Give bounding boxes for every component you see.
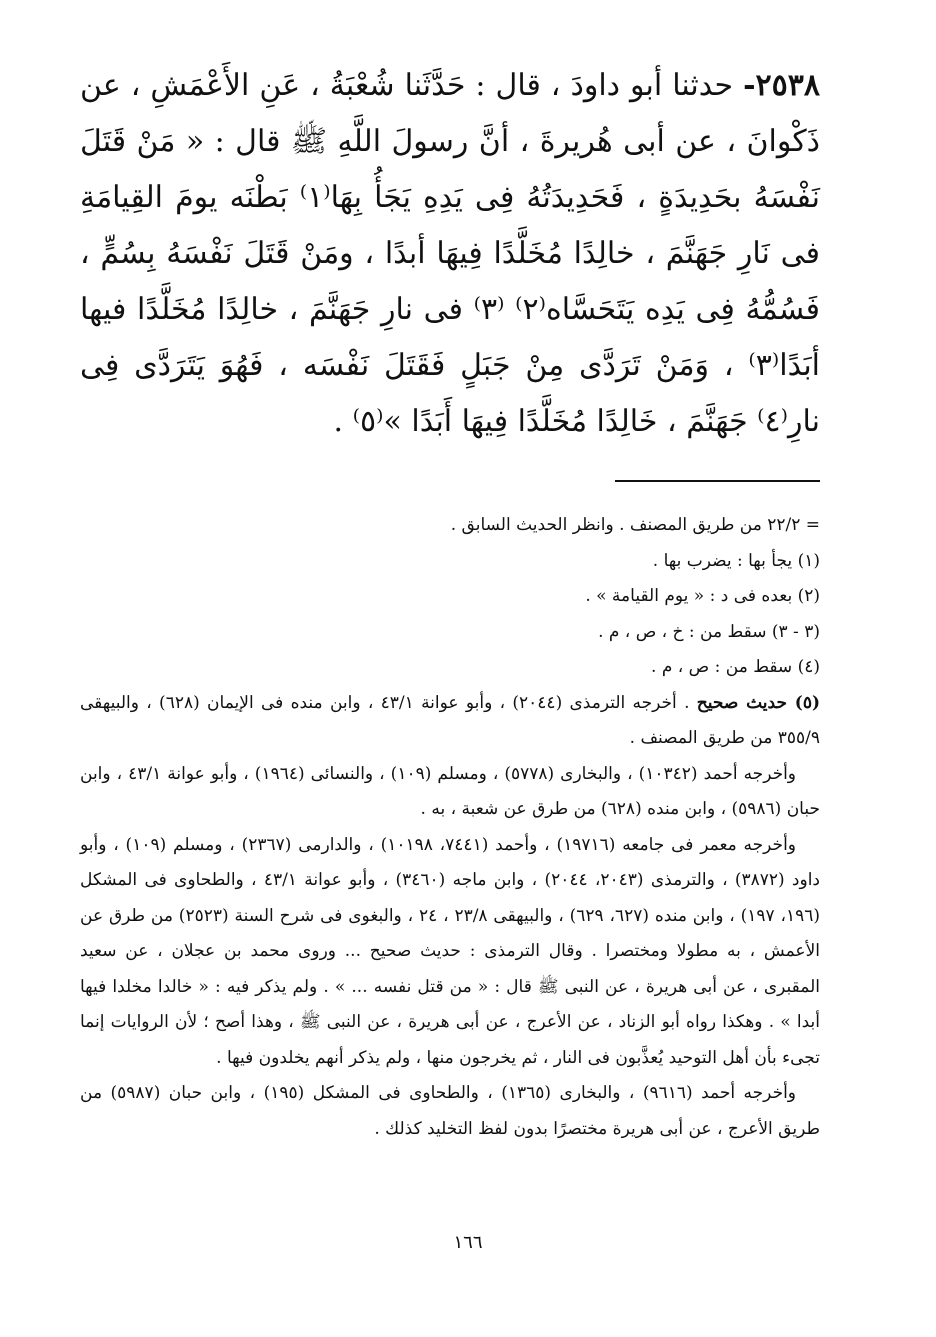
footnote-4: (٤) سقط من : ص ، م . <box>651 657 820 677</box>
footnote-divider <box>615 480 820 482</box>
hadith-line-2: ذَكْوانَ ، عن أبى هُريرةَ ، أنَّ رسولَ اللَّهِ ﷺ قال : « مَنْ قَتَلَ نَفْسَهُ <box>80 124 820 215</box>
hadith-line-1: حدثنا أبو داودَ ، قال : حَدَّثَنا شُعْبَةُ ، عَنِ الأَعْمَشِ ، عن <box>80 68 734 103</box>
page-body <box>80 58 820 1147</box>
footnote-1: (١) يجأ بها : يضرب بها . <box>652 550 820 571</box>
footnote-paragraph-2: وأخرجه معمر فى جامعه (١٩٧١٦) ، وأحمد (٧٤٤١، ١٠١٩٨) ، والدارمى (٢٣٦٧) ، ومسلم (١٠٩) ، وأبو داود (٣٨٧٢) ، والترمذى (٢٠٤٣، ٢٠٤٤) ، وابن ماجه (٣٤٦٠) ، وأبو عوانة ٤٣/١ ، والطحاوى فى المشكل (١٩٦، ١٩٧) ، وابن منده (٦٢٧، ٦٢٩) ، والبيهقى ٢٣/٨ ، ٢٤ ، والبغوى فى شرح السنة (٢٥٢٣) من طرق عن الأعمش ، به مطولا ومختصرا . وقال الترمذى : حديث صحيح ... وروى محمد بن عجلان ، عن سعيد المقبرى ، عن أبى هريرة ، عن النبى ﷺ قال : « من قتل نفسه ... » . ولم يذكر فيه : « خالدا مخلدا فيها أبدا » . وهكذا رواه أبو الزناد ، عن الأعرج ، عن أبى هريرة ، عن النبى ﷺ ، وهذا أصح ؛ لأن الروايات إنما تجىء بأن أهل التوحيد يُعذَّبون فى النار ، ثم يخرجون منها ، ولم يذكر أنهم يخلدون فيها . <box>80 834 821 1068</box>
footnote-5-text: . أخرجه الترمذى (٢٠٤٤) ، وأبو عوانة ٤٣/١ ، وابن منده فى الإيمان (٦٢٨) ، والبيهقى ٣٥٥/٩ من طريق المصنف . <box>80 692 820 748</box>
footnote-paragraph-1: وأخرجه أحمد (١٠٣٤٢) ، والبخارى (٥٧٧٨) ، ومسلم (١٠٩) ، والنسائى (١٩٦٤) ، وأبو عوانة ٤٣/١ ، وابن حبان (٥٩٨٦) ، وابن منده (٦٢٨) من طرق عن شعبة ، به . <box>80 763 820 819</box>
hadith-text <box>80 58 820 450</box>
footnote-paragraph-3: وأخرجه أحمد (٩٦١٦) ، والبخارى (١٣٦٥) ، والطحاوى فى المشكل (١٩٥) ، وابن حبان (٥٩٨٧) من طريق الأعرج ، عن أبى هريرة مختصرًا بدون لفظ التخليد كذلك . <box>80 1083 820 1139</box>
footnote-2: (٢) بعده فى د : « يوم القيامة » . <box>585 586 820 606</box>
footnote-5 <box>80 686 820 757</box>
hadith-line-3: بحَدِيدَةٍ ، فَحَدِيدَتُهُ فِى يَدِهِ يَجَأُ بِهَا⁽١⁾ بَطْنَه يومَ القِيامَةِ فى نَارِ جَهَنَّمَ ، <box>80 180 820 271</box>
hadith-line-4: خالِدًا مُخَلَّدًا فِيهَا أبدًا ، ومَنْ قَتَلَ نَفْسَهُ بِسُمٍّ ، فَسُمُّهُ فِى يَدِه يَتَحَسَّاه⁽٢⁾ <box>80 236 820 327</box>
hadith-line-6: نَفْسَه ، فَهُوَ يَتَرَدَّى فِى نارِ⁽٤⁾ جَهَنَّمَ ، خَالِدًا مُخَلَّدًا فِيهَا أَبَدًا »⁽٥⁾ . <box>80 348 820 439</box>
hadith-line-5: ⁽٣⁾ فى نارِ جَهَنَّمَ ، خالِدًا مُخَلَّدًا فيها أبَدًا⁽٣⁾ ، وَمَنْ تَرَدَّى مِنْ جَبَلٍ فَقَتَلَ <box>80 292 821 383</box>
footnotes <box>80 508 820 1147</box>
hadith-number: ٢٥٣٨- <box>743 68 820 103</box>
footnote-5-label: (٥) حديث صحيح <box>696 692 821 713</box>
footnote-intro: = ٢٢/٢ من طريق المصنف . وانظر الحديث السابق . <box>450 515 820 535</box>
footnote-3: (٣ - ٣) سقط من : خ ، ص ، م . <box>598 621 820 642</box>
page-number: ١٦٦ <box>453 1232 483 1253</box>
